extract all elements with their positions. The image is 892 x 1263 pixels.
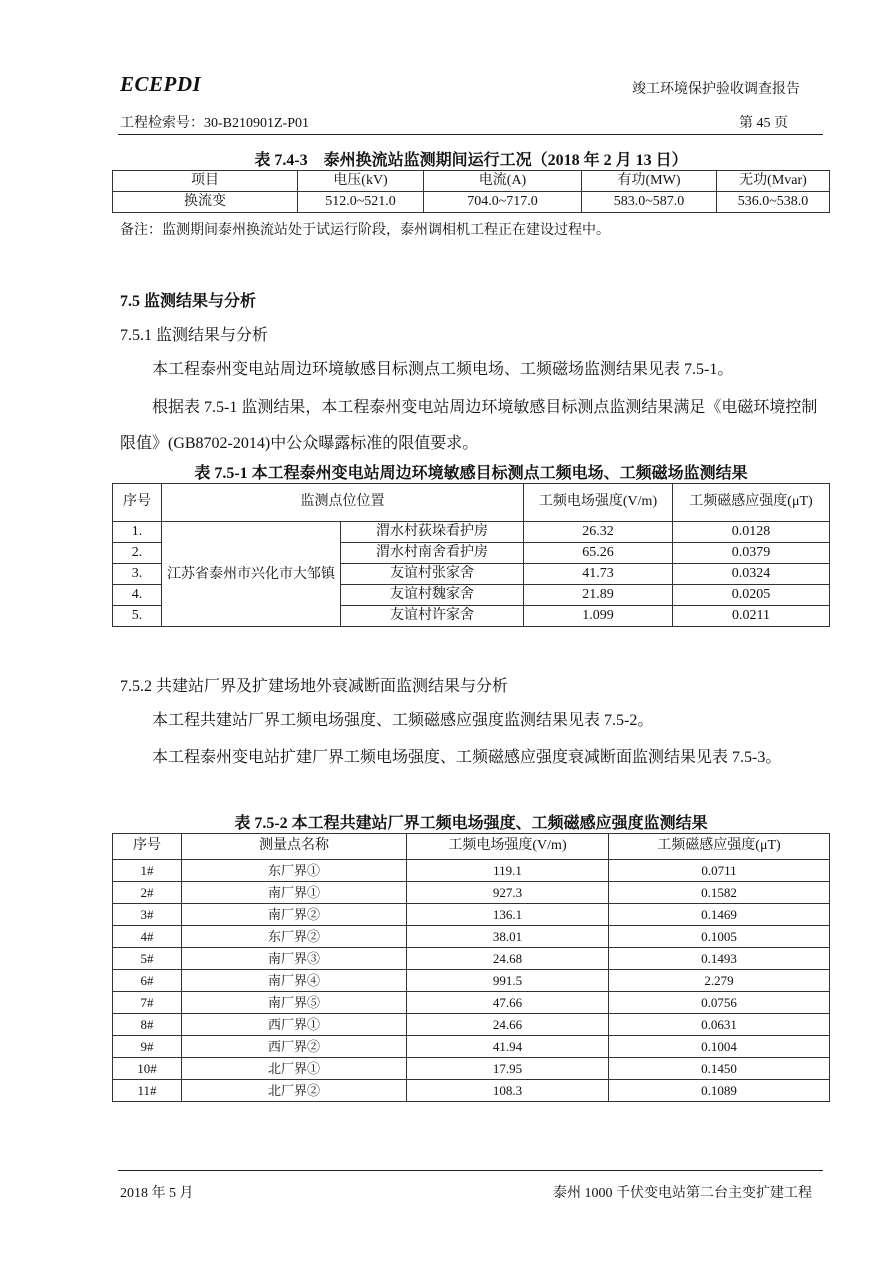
- table-cell: 0.1582: [609, 882, 830, 904]
- header-cell: 工频电场强度(V/m): [407, 834, 609, 860]
- header-divider: [118, 134, 823, 135]
- table-cell: 512.0~521.0: [298, 192, 424, 213]
- paragraph: 本工程共建站厂界工频电场强度、工频磁感应强度监测结果见表 7.5-2。: [152, 712, 654, 729]
- table-cell: 9#: [113, 1036, 182, 1058]
- table-cell: 5.: [113, 606, 162, 627]
- footer-project: 泰州 1000 千伏变电站第二台主变扩建工程: [553, 1186, 812, 1201]
- footer-date: 2018 年 5 月: [120, 1186, 194, 1201]
- table-752-caption: 表 7.5-2 本工程共建站厂界工频电场强度、工频磁感应强度监测结果: [234, 815, 708, 832]
- paragraph: 本工程泰州变电站扩建厂界工频电场强度、工频磁感应强度衰减断面监测结果见表 7.5-3。: [152, 749, 782, 766]
- subsection-title-7-5-2: 7.5.2 共建站厂界及扩建场地外衰减断面监测结果与分析: [120, 678, 509, 695]
- table-cell: 2#: [113, 882, 182, 904]
- table-cell: 南厂界⑤: [182, 992, 407, 1014]
- table-cell: 21.89: [524, 585, 673, 606]
- table-cell: 渭水村南舍看护房: [341, 543, 524, 564]
- table-cell: 991.5: [407, 970, 609, 992]
- report-title: 竣工环境保护验收调查报告: [632, 82, 800, 97]
- table-cell: 南厂界②: [182, 904, 407, 926]
- table-cell: 3#: [113, 904, 182, 926]
- table-cell: 1#: [113, 860, 182, 882]
- table-cell: 南厂界④: [182, 970, 407, 992]
- table-cell: 4.: [113, 585, 162, 606]
- table-cell: 0.1089: [609, 1080, 830, 1102]
- table-cell: 2.: [113, 543, 162, 564]
- table-cell: 24.66: [407, 1014, 609, 1036]
- table-cell: 南厂界①: [182, 882, 407, 904]
- company-logo: ECEPDI: [120, 72, 202, 96]
- table-cell: 41.94: [407, 1036, 609, 1058]
- header-cell: 序号: [113, 484, 162, 522]
- table-cell: 0.0324: [673, 564, 830, 585]
- table-cell: 友谊村张家舍: [341, 564, 524, 585]
- table-743: [112, 170, 830, 213]
- header-cell: 电流(A): [424, 171, 582, 192]
- table-cell: 0.0379: [673, 543, 830, 564]
- table-row: [113, 882, 830, 904]
- table-cell: 108.3: [407, 1080, 609, 1102]
- header-cell: 工频磁感应强度(μT): [609, 834, 830, 860]
- table-row: [113, 904, 830, 926]
- header-cell: 工频磁感应强度(μT): [673, 484, 830, 522]
- table-743-caption: 表 7.4-3 泰州换流站监测期间运行工况（2018 年 2 月 13 日）: [254, 152, 688, 169]
- table-row: [113, 192, 830, 213]
- table-751-caption: 表 7.5-1 本工程泰州变电站周边环境敏感目标测点工频电场、工频磁场监测结果: [194, 465, 748, 482]
- table-cell: 0.1469: [609, 904, 830, 926]
- table-cell: 65.26: [524, 543, 673, 564]
- table-cell: 0.0211: [673, 606, 830, 627]
- table-cell: 41.73: [524, 564, 673, 585]
- table-cell: 东厂界②: [182, 926, 407, 948]
- table-row: [113, 860, 830, 882]
- table-cell: 5#: [113, 948, 182, 970]
- table-cell: 17.95: [407, 1058, 609, 1080]
- table-cell: 3.: [113, 564, 162, 585]
- paragraph: 根据表 7.5-1 监测结果，本工程泰州变电站周边环境敏感目标测点监测结果满足《电磁环境控制限值》(GB8702-2014)中公众曝露标准的限值要求。: [120, 399, 818, 452]
- table-cell: 0.1450: [609, 1058, 830, 1080]
- header-cell: 电压(kV): [298, 171, 424, 192]
- table-row: [113, 926, 830, 948]
- table-header-row: [113, 484, 830, 522]
- table-752: [112, 833, 830, 1102]
- table-cell: 西厂界①: [182, 1014, 407, 1036]
- header-cell: 测量点名称: [182, 834, 407, 860]
- table-cell: 北厂界①: [182, 1058, 407, 1080]
- table-cell: 0.1004: [609, 1036, 830, 1058]
- table-cell: 24.68: [407, 948, 609, 970]
- table-cell: 119.1: [407, 860, 609, 882]
- table-row: [113, 1014, 830, 1036]
- footer-divider: [118, 1170, 823, 1171]
- table-cell: 10#: [113, 1058, 182, 1080]
- header-cell: 工频电场强度(V/m): [524, 484, 673, 522]
- table-header-row: [113, 834, 830, 860]
- table-cell: 704.0~717.0: [424, 192, 582, 213]
- header-cell: 监测点位位置: [162, 484, 524, 522]
- subsection-title-7-5-1: 7.5.1 监测结果与分析: [120, 327, 269, 344]
- paragraph: 本工程泰州变电站周边环境敏感目标测点工频电场、工频磁场监测结果见表 7.5-1。: [152, 361, 734, 378]
- table-cell: 0.1493: [609, 948, 830, 970]
- header-cell: 无功(Mvar): [717, 171, 830, 192]
- table-cell: 友谊村许家舍: [341, 606, 524, 627]
- table-cell: 11#: [113, 1080, 182, 1102]
- table-cell: 7#: [113, 992, 182, 1014]
- table-cell: 47.66: [407, 992, 609, 1014]
- table-header-row: [113, 171, 830, 192]
- table-cell: 北厂界②: [182, 1080, 407, 1102]
- table-cell: 583.0~587.0: [582, 192, 717, 213]
- header-cell: 有功(MW): [582, 171, 717, 192]
- table-row: [113, 970, 830, 992]
- table-row: [113, 992, 830, 1014]
- table-cell: 渭水村荻垛看护房: [341, 522, 524, 543]
- table-cell: 0.0711: [609, 860, 830, 882]
- table-cell: 1.: [113, 522, 162, 543]
- page-number: 第 45 页: [739, 116, 788, 131]
- table-cell: 8#: [113, 1014, 182, 1036]
- table-cell: 536.0~538.0: [717, 192, 830, 213]
- table-cell: 西厂界②: [182, 1036, 407, 1058]
- table-cell: 1.099: [524, 606, 673, 627]
- table-743-note: 备注：监测期间泰州换流站处于试运行阶段，泰州调相机工程正在建设过程中。: [120, 223, 610, 238]
- table-751: [112, 483, 830, 627]
- table-row: [113, 522, 830, 543]
- table-cell: 友谊村魏家舍: [341, 585, 524, 606]
- table-cell: 38.01: [407, 926, 609, 948]
- table-cell: 换流变: [113, 192, 298, 213]
- header-cell: 项目: [113, 171, 298, 192]
- header-cell: 序号: [113, 834, 182, 860]
- table-row: [113, 1036, 830, 1058]
- table-cell: 4#: [113, 926, 182, 948]
- table-cell: 0.0631: [609, 1014, 830, 1036]
- table-row: [113, 1080, 830, 1102]
- table-cell: 南厂界③: [182, 948, 407, 970]
- table-cell: 0.0128: [673, 522, 830, 543]
- table-row: [113, 948, 830, 970]
- table-cell: 6#: [113, 970, 182, 992]
- section-title-7-5: 7.5 监测结果与分析: [120, 293, 257, 310]
- table-cell: 2.279: [609, 970, 830, 992]
- table-cell: 136.1: [407, 904, 609, 926]
- table-cell: 927.3: [407, 882, 609, 904]
- project-code: 工程检索号：30-B210901Z-P01: [120, 116, 309, 131]
- table-cell: 东厂界①: [182, 860, 407, 882]
- table-cell: 26.32: [524, 522, 673, 543]
- table-row: [113, 1058, 830, 1080]
- table-cell: 0.0205: [673, 585, 830, 606]
- table-cell: 0.0756: [609, 992, 830, 1014]
- location-cell: 江苏省泰州市兴化市大邹镇: [162, 522, 341, 627]
- table-cell: 0.1005: [609, 926, 830, 948]
